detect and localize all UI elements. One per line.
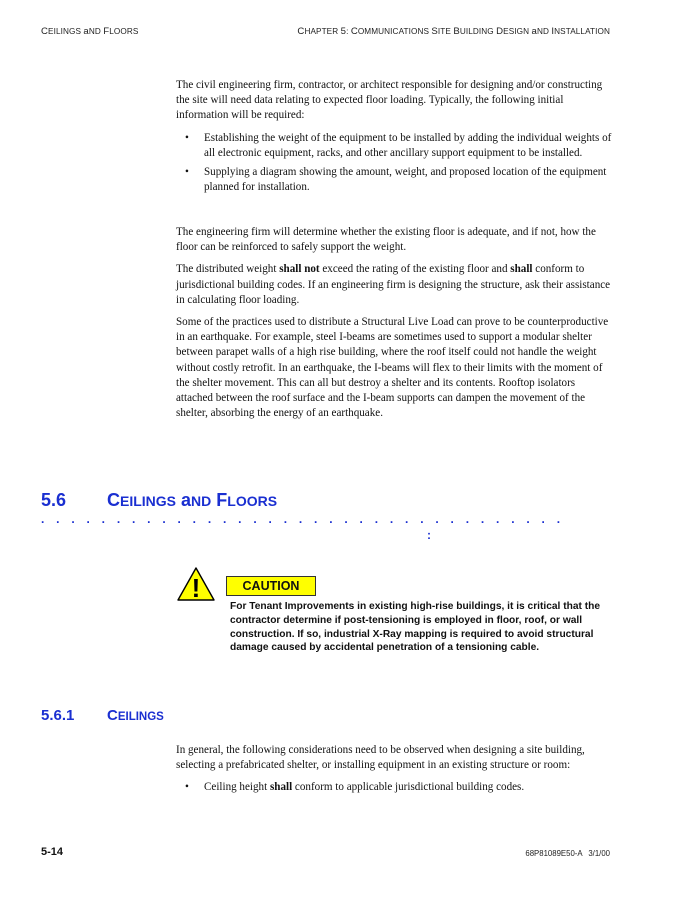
running-header-left <box>41 26 138 37</box>
intro-bullet-list <box>176 131 614 196</box>
text-run: Ceiling height <box>204 781 270 794</box>
list-item <box>176 131 614 161</box>
body-block <box>176 225 614 428</box>
bullet-text: Supplying a diagram showing the amount, weight, and proposed location of the equipment planned for installation. <box>204 166 607 194</box>
engineering-paragraph: The engineering firm will determine whether the existing floor is adequate, and if not, how the floor can be reinforced to safely support the weight. <box>176 226 596 254</box>
text-run: exceed the rating of the existing floor and <box>319 263 511 276</box>
ceilings-bullet-list <box>176 780 614 795</box>
bullet-icon: • <box>185 131 189 144</box>
intro-block <box>176 78 614 202</box>
practices-paragraph: Some of the practices used to distribute a Structural Live Load can prove to be counterproductive in an earthquake. For example, steel I-beams are sometimes used to support a modular shelter between parapet walls of a high rise building, where the roof itself could not handle the weight without costly retrofit. In an earthquake, the I-beams will flex to their limits with the moment of the shelter movement. This can all but destroy a shelter and its contents. Rooftop isolators attached between the roof surface and the I-beam supports can dampen the movement of the shelter, absorbing the energy of an earthquake. <box>176 316 609 420</box>
text-run: conform to jurisdictional building codes. If an engineering firm is designing the structure, ask their assistance in calculating floor loading. <box>176 263 611 306</box>
ceilings-block <box>176 743 614 803</box>
warning-triangle-icon <box>176 566 216 607</box>
subsection-heading <box>41 707 164 724</box>
running-header-right <box>297 26 610 37</box>
subsection-number: 5.6.1 <box>41 707 75 724</box>
header-left-text: CEILINGS aND FLOORS <box>41 26 139 37</box>
caution-text: For Tenant Improvements in existing high-rise buildings, it is critical that the contractor determine if post-tensioning is employed in floor, roof, or wall construction. If so, industrial X-Ray mapping is required to avoid structural damage caused by accidental penetration of a tensioning cable. <box>230 601 601 654</box>
list-item <box>176 780 614 795</box>
section-rule-mark: : <box>427 528 431 542</box>
shall-emphasis: shall <box>510 263 533 276</box>
caution-label: CAUTION <box>226 576 316 596</box>
list-item <box>176 165 614 195</box>
bullet-icon: • <box>185 166 189 179</box>
intro-paragraph: The civil engineering firm, contractor, or architect responsible for designing and/or constructing the site will need data relating to expected floor loading. Typically, the following initial information will be required: <box>176 79 603 122</box>
section-title: CEILINGS aND FLOORS <box>107 490 278 510</box>
distributed-weight-paragraph <box>176 262 614 308</box>
shall-not-emphasis: shall not <box>279 263 320 276</box>
document-id: 68P81089E50-A 3/1/00 <box>525 849 610 858</box>
text-run: The distributed weight <box>176 263 280 276</box>
warning-glyph: ! <box>191 573 201 603</box>
section-heading <box>41 490 277 511</box>
bullet-icon: • <box>185 781 189 794</box>
subsection-title: CEILINGS <box>107 707 164 724</box>
section-dotted-rule: . . . . . . . . . . . . . . . . . . . . . . . . . . . . . . . . . . . <box>41 512 565 526</box>
page-number: 5-14 <box>41 846 64 858</box>
section-number: 5.6 <box>41 490 67 510</box>
header-right-text: CHAPTER 5: COMMUNICATIONS SITE BUILDING DESIGN aND INSTALLATION <box>297 26 610 37</box>
shall-emphasis: shall <box>269 781 293 794</box>
bullet-text: Establishing the weight of the equipment to be installed by adding the individual weights of all electronic equipment, racks, and other ancillary support equipment to be installed. <box>204 131 612 159</box>
text-run: conform to applicable jurisdictional building codes. <box>292 781 525 794</box>
ceilings-paragraph: In general, the following considerations need to be observed when designing a site building, selecting a prefabricated shelter, or installing equipment in an existing structure or room: <box>176 744 585 772</box>
